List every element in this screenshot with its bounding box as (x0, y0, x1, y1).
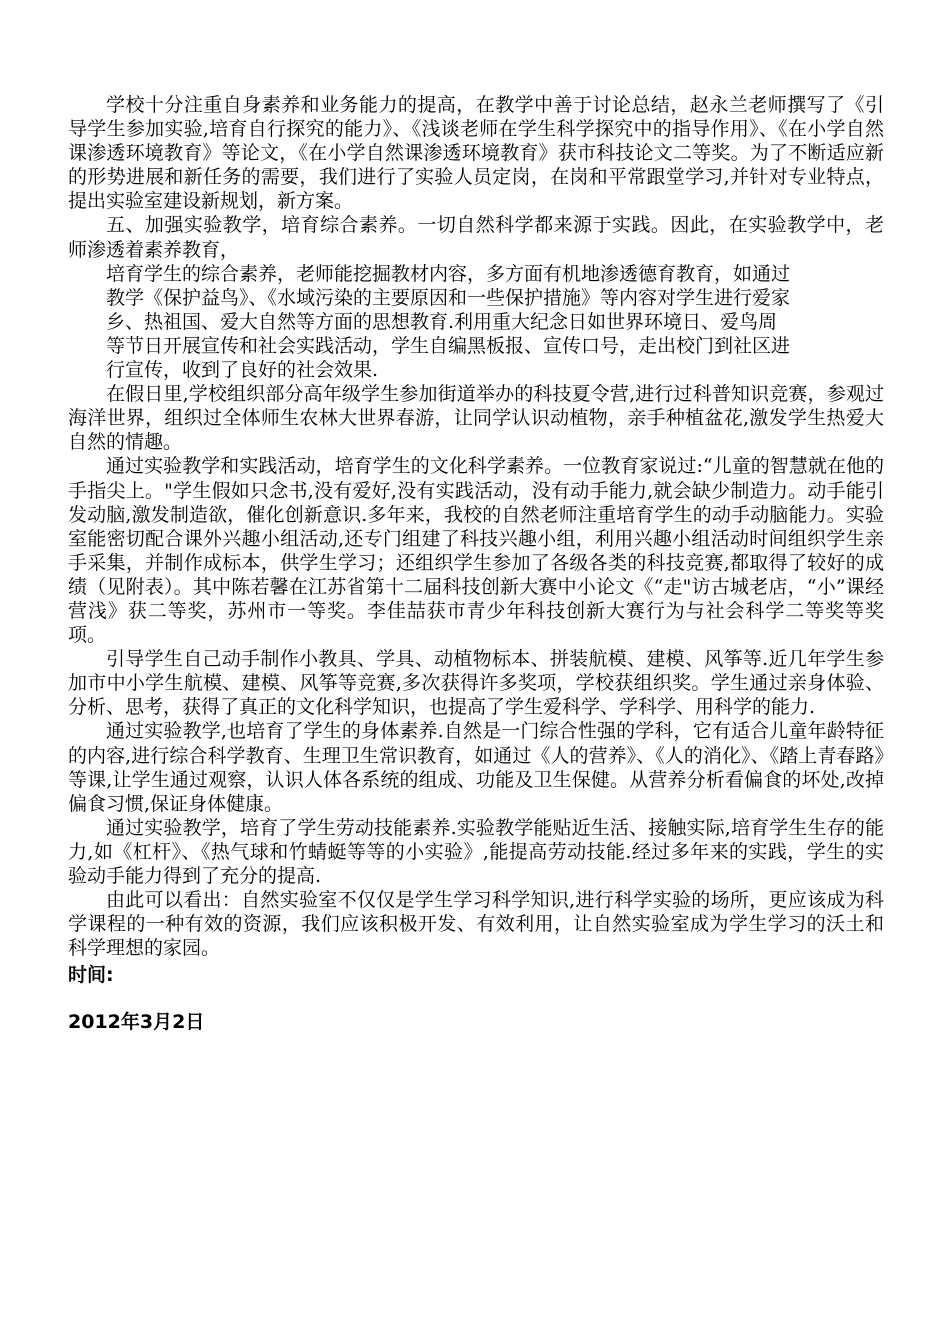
paragraph-holiday-activities: 等节日开展宣传和社会实践活动，学生自编黑板报、宣传口号，走出校门到社区进 (106, 334, 791, 357)
document-date: 2012年3月2日 (68, 1011, 205, 1034)
paragraph-teaching-examples: 教学《保护益鸟》、《水域污染的主要原因和一些保护措施》等内容对学生进行爱家 (106, 286, 791, 309)
paragraph-labor-skills: 通过实验教学，培育了学生劳动技能素养.实验教学能贴近生活、接触实际,培育学生生存的能力,如《杠杆》、《热气球和竹蜻蜓等等的小实验》,能提高劳动技能.经过多年来的实践，学生的实验动手能力得到了充分的提高. (68, 816, 884, 887)
time-label: 时间: (68, 964, 114, 987)
paragraph-section-five-heading: 五、加强实验教学，培育综合素养。一切自然科学都来源于实践。因此，在实验教学中，老师渗透着素养教育， (68, 214, 884, 261)
paragraph-teacher-research: 学校十分注重自身素养和业务能力的提高，在教学中善于讨论总结，赵永兰老师撰写了《引导学生参加实验,培育自行探究的能力》、《浅谈老师在学生科学探究中的指导作用》、《在小学自然课渗透环境教育》等论文，《在小学自然课渗透环境教育》获市科技论文二等奖。为了不断适应新的形势进展和新任务的需要，我们进行了实验人员定岗，在岗和平常跟堂学习,并针对专业特点，提出实验室建设新规划，新方案。 (68, 94, 884, 213)
paragraph-handicraft: 引导学生自己动手制作小教具、学具、动植物标本、拼装航模、建模、风筝等.近几年学生参加市中小学生航模、建模、风筝等竞赛,多次获得许多奖项，学校获组织奖。学生通过亲身体验、分析、思考，获得了真正的文化科学知识，也提高了学生爱科学、学科学、用科学的能力. (68, 648, 884, 719)
paragraph-summer-camp: 在假日里,学校组织部分高年级学生参加街道举办的科技夏令营,进行过科普知识竞赛，参观过海洋世界，组织过全体师生农林大世界春游，让同学认识动植物，亲手种植盆花,激发学生热爱大自然的情趣。 (68, 383, 884, 454)
paragraph-patriotism: 乡、热祖国、爱大自然等方面的思想教育.利用重大纪念日如世界环境日、爱鸟周 (106, 310, 778, 333)
paragraph-physical-quality: 通过实验教学,也培育了学生的身体素养.自然是一门综合性强的学科，它有适合儿童年龄特征的内容,进行综合科学教育、生理卫生常识教育，如通过《人的营养》、《人的消化》、《踏上青春路》等课,让学生通过观察，认识人体各系统的组成、功能及卫生保健。从营养分析看偏食的坏处,改掉偏食习惯,保证身体健康。 (68, 720, 884, 815)
paragraph-social-effect: 行宣传，收到了良好的社会效果. (106, 359, 379, 382)
paragraph-conclusion: 由此可以看出：自然实验室不仅仅是学生学习科学知识,进行科学实验的场所，更应该成为科学课程的一种有效的资源，我们应该积极开发、有效利用，让自然实验室成为学生学习的沃土和科学理想的家园。 (68, 889, 884, 960)
document-body (68, 93, 884, 1036)
paragraph-moral-education: 培育学生的综合素养，老师能挖掘教材内容，多方面有机地渗透德育教育，如通过 (106, 262, 791, 285)
paragraph-science-literacy: 通过实验教学和实践活动，培育学生的文化科学素养。一位教育家说过:“儿童的智慧就在他的手指尖上。"学生假如只念书,没有爱好,没有实践活动，没有动手能力,就会缺少制造力。动手能引发动脑,激发制造欲，催化创新意识.多年来，我校的自然老师注重培育学生的动手动脑能力。实验室能密切配合课外兴趣小组活动,还专门组建了科技兴趣小组，利用兴趣小组活动时间组织学生亲手采集，并制作成标本，供学生学习；还组织学生参加了各级各类的科技竞赛,都取得了较好的成绩（见附表）。其中陈若馨在江苏省第十二届科技创新大赛中小论文《“走"访古城老店，“小”课经营浅》获二等奖，苏州市一等奖。李佳喆获市青少年科技创新大赛行为与社会科学二等奖等奖项。 (68, 455, 884, 647)
